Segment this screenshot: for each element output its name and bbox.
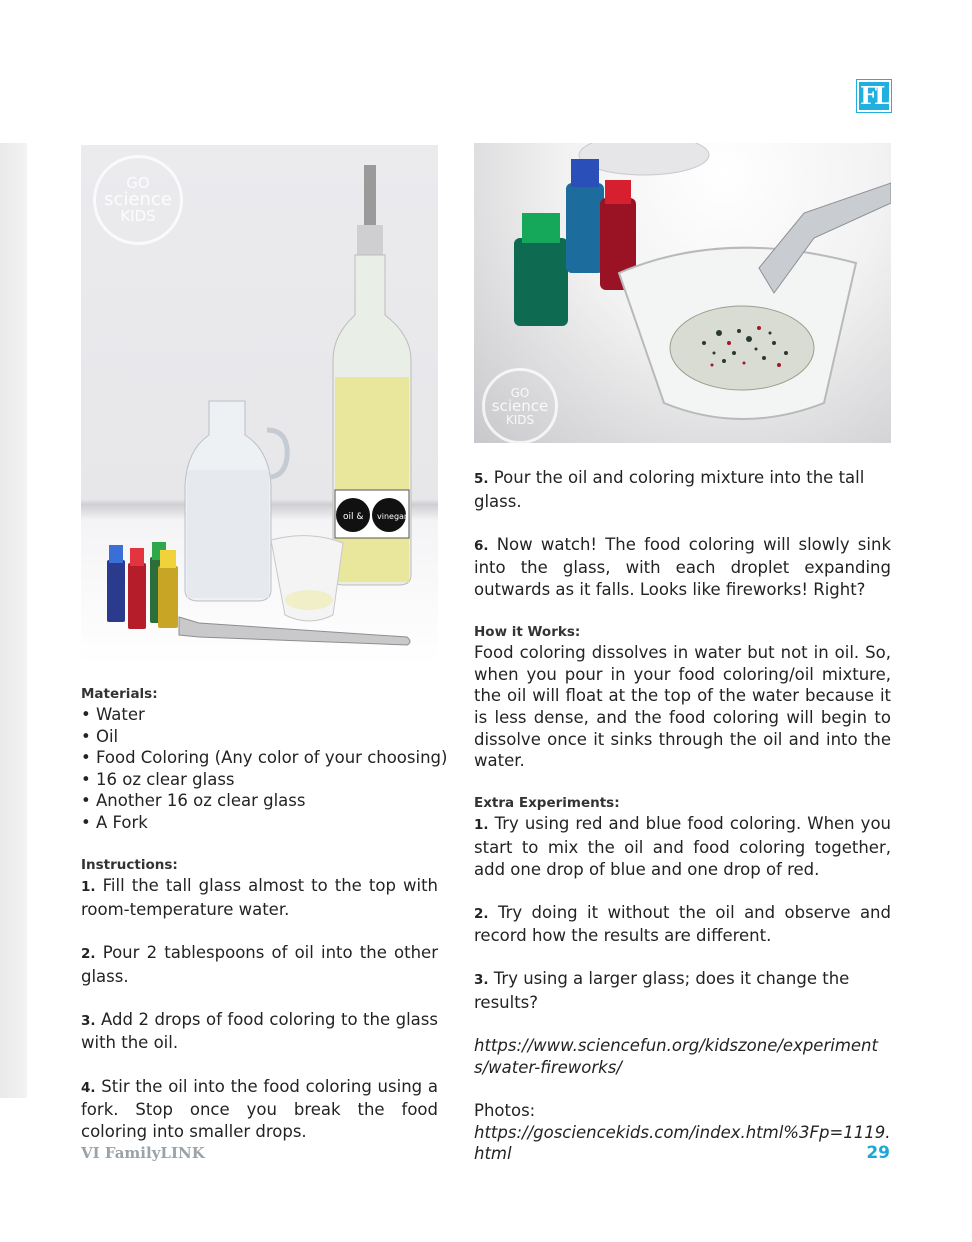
page-edge-strip xyxy=(0,143,27,1098)
familylink-logo: FL xyxy=(857,80,891,112)
photos-source-link[interactable]: https://gosciencekids.com/index.html%3Fp=1119.html xyxy=(474,1122,891,1164)
instruction-step: 4. Stir the oil into the food coloring using a fork. Stop once you break the food coloring into smaller drops. xyxy=(81,1076,438,1141)
materials-item: • Another 16 oz clear glass xyxy=(81,791,306,811)
photos-label: Photos: xyxy=(474,1101,536,1121)
instruction-step: 6. Now watch! The food coloring will slowly sink into the glass, with each droplet expanding outwards as it falls. Looks like fireworks! Right? xyxy=(474,534,891,599)
extra-experiment-item: 2. Try doing it without the oil and observe and record how the results are different. xyxy=(474,902,891,946)
instruction-step: 5. Pour the oil and coloring mixture into the tall glass. xyxy=(474,468,865,511)
publication-name: VI FamilyLINK xyxy=(81,1144,205,1162)
materials-photo xyxy=(81,145,438,666)
extra-experiment-item: 1. Try using red and blue food coloring. When you start to mix the oil and food coloring together, add one drop of blue and one drop of red. xyxy=(474,814,891,879)
page-number: 29 xyxy=(866,1143,890,1163)
materials-item: • Food Coloring (Any color of your choosing) xyxy=(81,748,448,768)
instruction-step: 1. Fill the tall glass almost to the top with room-temperature water. xyxy=(81,876,439,919)
source-link[interactable]: https://www.sciencefun.org/kidszone/experiments/water-fireworks/ xyxy=(474,1036,878,1077)
how-it-works-text: Food coloring dissolves in water but not in oil. So, when you pour in your food coloring/oil mixture, the oil will float at the top of the water because it is less dense, and the food coloring will begin to dissolve once it sinks through the oil and into the water. xyxy=(474,643,891,771)
materials-item: • 16 oz clear glass xyxy=(81,769,235,789)
instruction-step: 2. Pour 2 tablespoons of oil into the other glass. xyxy=(81,942,438,986)
materials-item: • Water xyxy=(81,705,145,724)
watermark-logo: GO science KIDS xyxy=(93,155,183,245)
vinegar-label-text: vinegar xyxy=(377,512,408,521)
materials-item: • Oil xyxy=(81,726,119,746)
instruction-step: 3. Add 2 drops of food coloring to the glass with the oil. xyxy=(81,1009,438,1053)
materials-item: • A Fork xyxy=(81,812,148,832)
mixing-cup-photo xyxy=(474,143,891,443)
materials-heading: Materials: xyxy=(81,686,158,702)
how-it-works-heading: How it Works: xyxy=(474,624,581,641)
left-column xyxy=(81,684,448,1142)
extra-experiments-heading: Extra Experiments: xyxy=(474,795,620,812)
extra-experiment-item: 3. Try using a larger glass; does it change the results? xyxy=(474,969,850,1013)
instructions-heading: Instructions: xyxy=(81,857,178,874)
right-column xyxy=(474,467,891,1165)
oil-label-text: oil & xyxy=(343,512,364,522)
watermark-logo: GO science KIDS xyxy=(482,368,558,443)
